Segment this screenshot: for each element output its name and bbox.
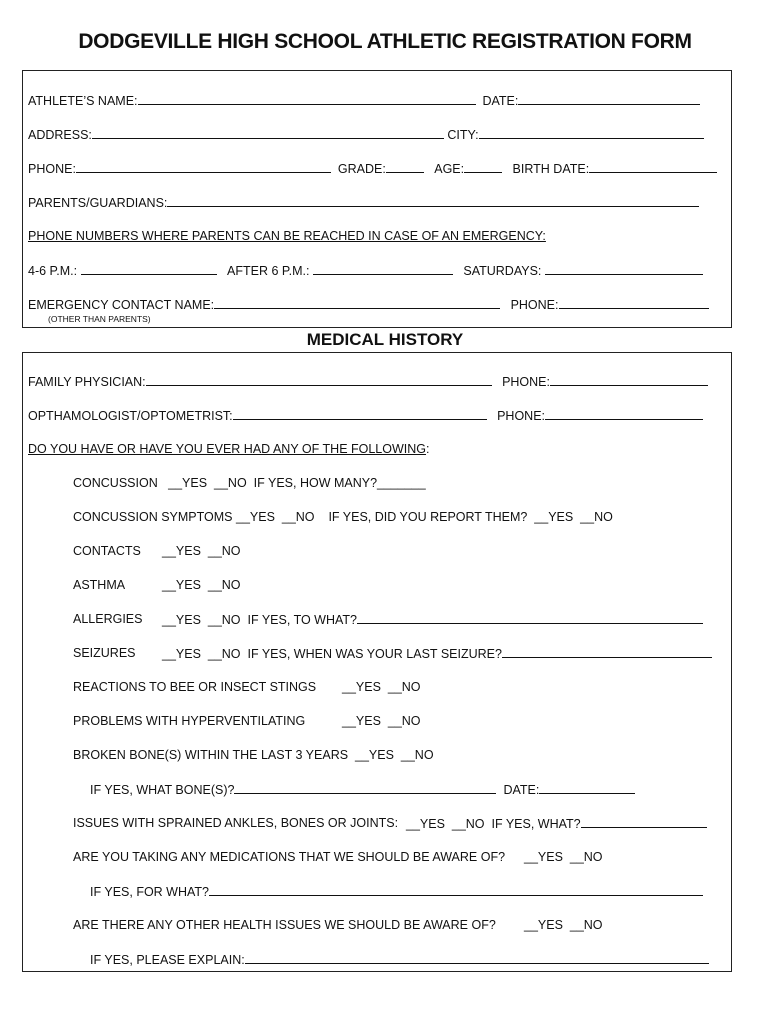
address-field[interactable] bbox=[92, 126, 444, 139]
sprained-options bbox=[406, 815, 707, 832]
concussion-symptoms-no[interactable]: __NO bbox=[281, 510, 315, 524]
sprained-row bbox=[73, 815, 398, 831]
parents-field[interactable] bbox=[167, 194, 699, 207]
physician-label: FAMILY PHYSICIAN: bbox=[28, 375, 146, 389]
seizures-last-label: IF YES, WHEN WAS YOUR LAST SEIZURE? bbox=[247, 647, 502, 661]
city-label: CITY: bbox=[447, 128, 479, 142]
bee-stings-yes[interactable]: __YES bbox=[342, 680, 381, 694]
physician-row bbox=[28, 373, 708, 390]
contacts-yes[interactable]: __YES bbox=[162, 544, 201, 558]
asthma-label: ASTHMA bbox=[73, 578, 126, 592]
time-46-field[interactable] bbox=[81, 262, 217, 275]
seizures-yes[interactable]: __YES bbox=[162, 647, 201, 661]
bones-date-label: DATE: bbox=[503, 783, 540, 797]
seizures-options bbox=[162, 645, 712, 662]
age-field[interactable] bbox=[464, 160, 502, 173]
bee-stings-options bbox=[342, 679, 421, 695]
bones-date-field[interactable] bbox=[539, 781, 635, 794]
broken-bones-yes[interactable]: __YES bbox=[355, 748, 394, 762]
bee-stings-no[interactable]: __NO bbox=[387, 680, 421, 694]
phone-label: PHONE: bbox=[28, 162, 76, 176]
optometrist-row bbox=[28, 407, 703, 424]
broken-bones-no[interactable]: __NO bbox=[400, 748, 434, 762]
other-than-parents-note: (OTHER THAN PARENTS) bbox=[48, 314, 151, 324]
birth-date-label: BIRTH DATE: bbox=[512, 162, 590, 176]
report-them-label: IF YES, DID YOU REPORT THEM? bbox=[328, 510, 528, 524]
what-bones-field[interactable] bbox=[234, 781, 496, 794]
emergency-phone-field[interactable] bbox=[559, 296, 709, 309]
concussion-symptoms-yes[interactable]: __YES bbox=[236, 510, 275, 524]
emergency-phone-label: PHONE: bbox=[510, 298, 559, 312]
date-field[interactable] bbox=[518, 92, 700, 105]
allergies-label: ALLERGIES bbox=[73, 612, 143, 626]
saturdays-label: SATURDAYS: bbox=[463, 264, 542, 278]
age-label: AGE: bbox=[434, 162, 465, 176]
emergency-contact-label: EMERGENCY CONTACT NAME: bbox=[28, 298, 215, 312]
athlete-name-row bbox=[28, 92, 700, 109]
asthma-no[interactable]: __NO bbox=[207, 578, 241, 592]
medications-no[interactable]: __NO bbox=[569, 850, 603, 864]
concussion-yes[interactable]: __YES bbox=[168, 476, 208, 490]
for-what-label: IF YES, FOR WHAT? bbox=[90, 885, 209, 899]
grade-field[interactable] bbox=[386, 160, 424, 173]
optometrist-phone-label: PHONE: bbox=[497, 409, 546, 423]
asthma-options bbox=[162, 577, 241, 593]
form-title: DODGEVILLE HIGH SCHOOL ATHLETIC REGISTRATION FORM bbox=[78, 30, 692, 53]
what-bones-row bbox=[90, 781, 635, 798]
physician-phone-label: PHONE: bbox=[502, 375, 550, 389]
sprained-what-label: IF YES, WHAT? bbox=[491, 817, 581, 831]
city-field[interactable] bbox=[479, 126, 704, 139]
medications-label: ARE YOU TAKING ANY MEDICATIONS THAT WE SHOULD BE AWARE OF? bbox=[73, 850, 506, 864]
please-explain-field[interactable] bbox=[245, 951, 709, 964]
allergies-options bbox=[162, 611, 703, 628]
address-row bbox=[28, 126, 704, 143]
other-issues-row bbox=[73, 917, 496, 933]
bee-stings-label: REACTIONS TO BEE OR INSECT STINGS bbox=[73, 680, 317, 694]
hyperventilating-label: PROBLEMS WITH HYPERVENTILATING bbox=[73, 714, 306, 728]
time-46-label: 4-6 P.M.: bbox=[28, 264, 78, 278]
allergies-what-field[interactable] bbox=[357, 611, 703, 624]
athlete-name-label: ATHLETE’S NAME: bbox=[28, 94, 138, 108]
what-bones-label: IF YES, WHAT BONE(S)? bbox=[90, 783, 235, 797]
emergency-heading: PHONE NUMBERS WHERE PARENTS CAN BE REACHED IN CASE OF AN EMERGENCY: bbox=[28, 229, 546, 243]
concussion-symptoms-label: CONCUSSION SYMPTOMS bbox=[73, 510, 233, 524]
allergies-yes[interactable]: __YES bbox=[162, 613, 201, 627]
sprained-no[interactable]: __NO bbox=[451, 817, 485, 831]
concussion-no[interactable]: __NO bbox=[214, 476, 247, 490]
for-what-row bbox=[90, 883, 703, 900]
birth-date-field[interactable] bbox=[589, 160, 717, 173]
sprained-label: ISSUES WITH SPRAINED ANKLES, BONES OR JOINTS: bbox=[73, 816, 399, 830]
following-heading: DO YOU HAVE OR HAVE YOU EVER HAD ANY OF THE FOLLOWING bbox=[28, 442, 427, 456]
optometrist-label: OPTHAMOLOGIST/OPTOMETRIST: bbox=[28, 409, 233, 423]
contact-times-row bbox=[28, 262, 703, 279]
saturdays-field[interactable] bbox=[545, 262, 703, 275]
sprained-yes[interactable]: __YES bbox=[406, 817, 445, 831]
optometrist-field[interactable] bbox=[233, 407, 487, 420]
medications-options bbox=[524, 849, 603, 865]
allergies-what-label: IF YES, TO WHAT? bbox=[247, 613, 357, 627]
contacts-row bbox=[73, 543, 141, 559]
address-label: ADDRESS: bbox=[28, 128, 92, 142]
broken-bones-label: BROKEN BONE(S) WITHIN THE LAST 3 YEARS bbox=[73, 748, 349, 762]
allergies-row bbox=[73, 611, 142, 627]
contacts-options bbox=[162, 543, 241, 559]
report-them-yes[interactable]: __YES bbox=[534, 510, 574, 524]
seizures-label: SEIZURES bbox=[73, 646, 136, 660]
other-issues-label: ARE THERE ANY OTHER HEALTH ISSUES WE SHOULD BE AWARE OF? bbox=[73, 918, 496, 932]
report-them-no[interactable]: __NO bbox=[580, 510, 613, 524]
phone-row bbox=[28, 160, 717, 177]
date-label: DATE: bbox=[482, 94, 519, 108]
bee-stings-row bbox=[73, 679, 316, 695]
please-explain-row bbox=[90, 951, 709, 968]
seizures-last-field[interactable] bbox=[502, 645, 712, 658]
emergency-contact-field[interactable] bbox=[214, 296, 500, 309]
athlete-name-field[interactable] bbox=[138, 92, 476, 105]
other-issues-no[interactable]: __NO bbox=[569, 918, 603, 932]
contacts-label: CONTACTS bbox=[73, 544, 141, 558]
for-what-field[interactable] bbox=[209, 883, 703, 896]
contacts-no[interactable]: __NO bbox=[207, 544, 241, 558]
grade-label: GRADE: bbox=[337, 162, 386, 176]
hyperventilating-row bbox=[73, 713, 305, 729]
allergies-no[interactable]: __NO bbox=[207, 613, 241, 627]
seizures-no[interactable]: __NO bbox=[207, 647, 241, 661]
optometrist-phone-field[interactable] bbox=[545, 407, 703, 420]
physician-field[interactable] bbox=[146, 373, 492, 386]
seizures-row bbox=[73, 645, 136, 661]
other-issues-yes[interactable]: __YES bbox=[524, 918, 563, 932]
medications-row bbox=[73, 849, 505, 865]
concussion-label: CONCUSSION bbox=[73, 476, 158, 490]
parents-row bbox=[28, 194, 699, 211]
phone-field[interactable] bbox=[76, 160, 331, 173]
medical-history-heading: MEDICAL HISTORY bbox=[306, 330, 464, 349]
parents-label: PARENTS/GUARDIANS: bbox=[28, 196, 168, 210]
broken-bones-row bbox=[73, 747, 434, 763]
other-issues-options bbox=[524, 917, 603, 933]
concussion-row bbox=[73, 475, 426, 491]
after-6-field[interactable] bbox=[313, 262, 453, 275]
concussion-symptoms-row bbox=[73, 509, 613, 525]
asthma-yes[interactable]: __YES bbox=[162, 578, 201, 592]
following-heading-row bbox=[28, 441, 430, 457]
physician-phone-field[interactable] bbox=[550, 373, 708, 386]
after-6-label: AFTER 6 P.M.: bbox=[227, 264, 310, 278]
asthma-row bbox=[73, 577, 125, 593]
hyperventilating-no[interactable]: __NO bbox=[387, 714, 421, 728]
hyperventilating-options bbox=[342, 713, 421, 729]
hyperventilating-yes[interactable]: __YES bbox=[342, 714, 381, 728]
following-colon: : bbox=[426, 442, 430, 456]
sprained-what-field[interactable] bbox=[581, 815, 707, 828]
concussion-how-many[interactable]: IF YES, HOW MANY?_______ bbox=[253, 476, 426, 490]
please-explain-label: IF YES, PLEASE EXPLAIN: bbox=[90, 953, 245, 967]
medications-yes[interactable]: __YES bbox=[524, 850, 563, 864]
